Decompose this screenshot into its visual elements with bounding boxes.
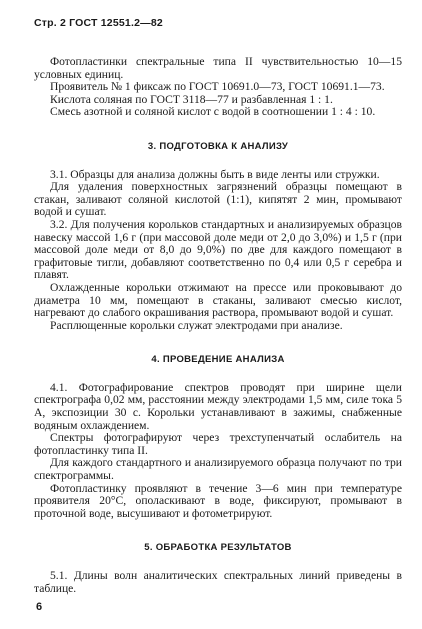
paragraph: Для удаления поверхностных загрязнений образцы помещают в стакан, заливают соляной кислотой (1:1), кипятят 2 мин, промывают водой и сушат.	[34, 180, 402, 219]
paragraph: Кислота соляная по ГОСТ 3118—77 и разбавленная 1 : 1.	[50, 92, 333, 106]
section-heading: 5. ОБРАБОТКА РЕЗУЛЬТАТОВ	[144, 542, 292, 554]
document-body	[34, 56, 402, 595]
paragraph: Расплющенные корольки служат электродами при анализе.	[50, 318, 343, 332]
paragraph: 5.1. Длины волн аналитических спектральных линий приведены в таблице.	[34, 569, 402, 595]
page-number: 6	[36, 601, 43, 613]
paragraph: 4.1. Фотографирование спектров проводят при ширине щели спектрографа 0,02 мм, расстоянии между электродами 1,5 мм, силе тока 5 А, экспозиции 30 с. Корольки устанавливают в зажимы, снабженные водяным охлаждением.	[34, 380, 402, 432]
section-heading: 4. ПРОВЕДЕНИЕ АНАЛИЗА	[151, 354, 285, 366]
paragraph: 3.1. Образцы для анализа должны быть в виде ленты или стружки.	[50, 167, 380, 181]
paragraph: Охлажденные корольки отжимают на прессе или проковывают до диаметра 10 мм, помещают в стаканы, заливают смесью кислот, нагревают до слабого окрашивания раствора, промывают водой и сушат.	[34, 280, 402, 320]
paragraph: Фотопластинки спектральные типа II чувствительностью 10—15 условных единиц.	[34, 55, 402, 81]
section-heading: 3. ПОДГОТОВКА К АНАЛИЗУ	[147, 140, 289, 152]
paragraph: Смесь азотной и соляной кислот с водой в соотношении 1 : 4 : 10.	[50, 105, 376, 119]
paragraph: 3.2. Для получения корольков стандартных и анализируемых образцов навеску массой 1,6 г (при массовой доле меди от 2,0 до 3,0%) и 1,5 г (при массовой доле меди от 8,0 до 9,0%) по две для каждого помещают в графитовые тигли, добавляют соответственно по 0,4 или 0,5 г серебра и плавят.	[34, 217, 402, 282]
paragraph: Спектры фотографируют через трехступенчатый ослабитель на фотопластинку типа II.	[34, 431, 402, 457]
paragraph: Проявитель № 1 фиксаж по ГОСТ 10691.0—73, ГОСТ 10691.1—73.	[50, 80, 385, 94]
paragraph: Фотопластинку проявляют в течение 3—6 мин при температуре проявителя 20°С, ополаскивают в воде, фиксируют, промывают в проточной воде, высушивают и фотометрируют.	[34, 481, 402, 520]
paragraph: Для каждого стандартного и анализируемого образца получают по три спектрограммы.	[34, 456, 402, 483]
page-header: Стр. 2 ГОСТ 12551.2—82	[34, 17, 163, 29]
